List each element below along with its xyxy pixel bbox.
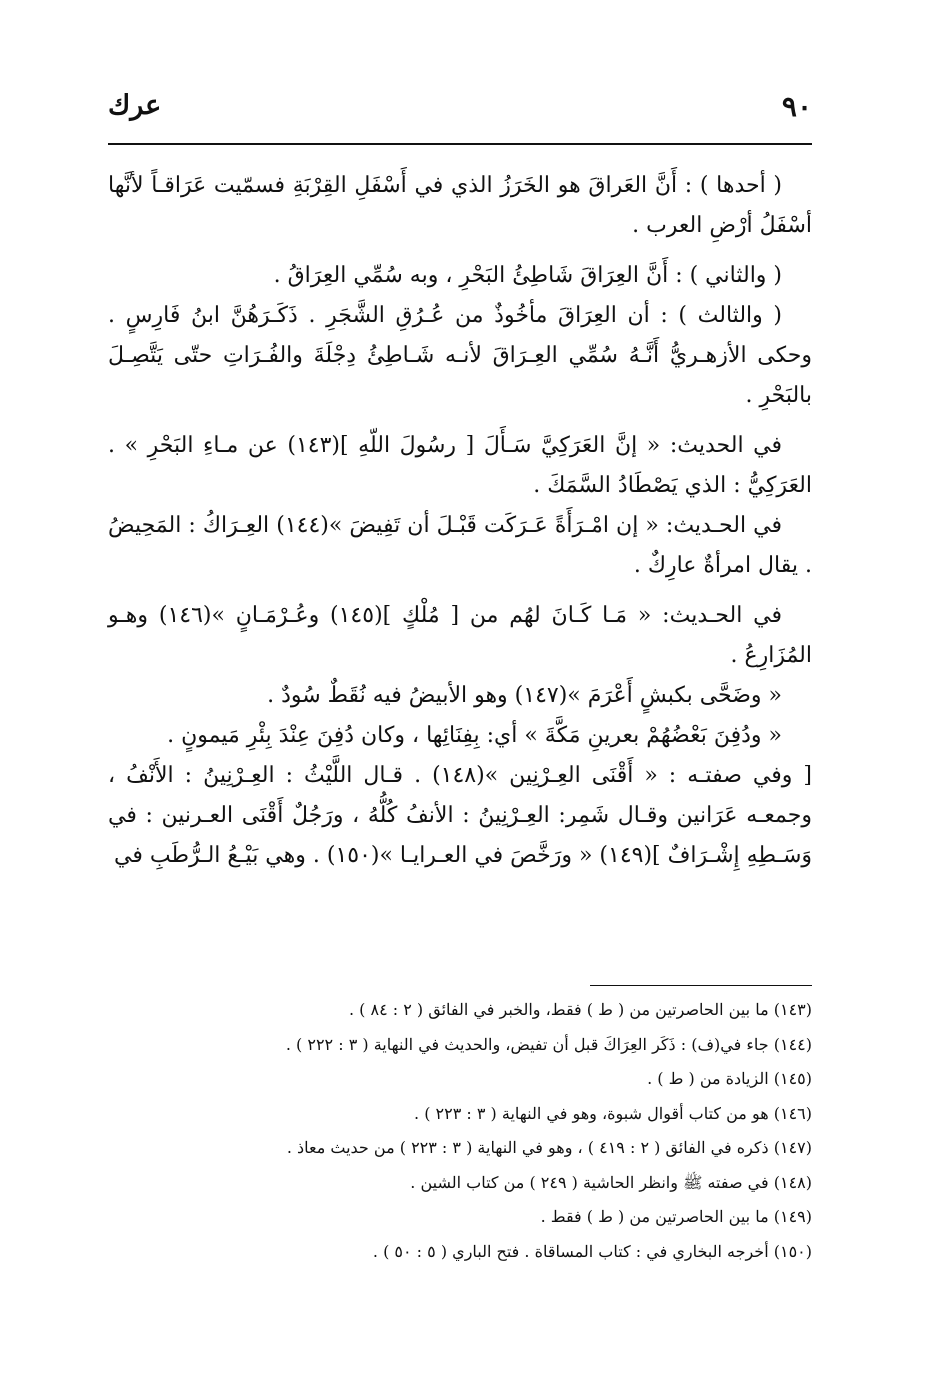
footnote: (١٤٦) هو من كتاب أقوال شبوة، وهو في النهاية ( ٣ : ٢٢٣ ) . xyxy=(414,1103,812,1123)
footnote: (١٥٠) أخرجه البخاري في : كتاب المساقاة . فتح الباري ( ٥ : ٥٠ ) . xyxy=(372,1241,812,1261)
footnote: (١٤٤) جاء في(ف) : ذَكَر العِرَاكَ قبل أن تفيض، والحديث في النهاية ( ٣ : ٢٢٢ ) . xyxy=(285,1034,812,1054)
paragraph: في الحـديث: « مَـا كَـانَ لهُم من [ مُلْكٍ ](١٤٥) وعُـرْمَـانٍ »(١٤٦) وهـو المُزَارِعُ . xyxy=(108,603,812,668)
footnotes xyxy=(108,993,812,1269)
paragraph: ( والثاني ) : أَنَّ العِرَاقَ شَاطِئُ البَحْرِ ، وبه سُمِّي العِرَاقُ . xyxy=(273,263,782,288)
header-rule xyxy=(108,143,812,145)
page-number: ٩٠ xyxy=(781,90,812,123)
paragraph: ( والثالث ) : أن العِرَاقَ مأخُوذٌ من عُـرُقِ الشَّجَرِ . ذَكَـرَهُنَّ ابنُ فَارِسٍ . وحكى الأزهـريُّ أَنَّـهُ سُمِّي العِـرَاقَ لأنـه شَـاطِئُ دِجْلَةَ والفُـرَاتِ حتّى يَتَّصِـلَ بالبَحْرِ . xyxy=(108,303,812,408)
paragraph: « وضَحَّى بكبشٍ أَعْرَمَ »(١٤٧) وهو الأبيضُ فيه نُقَطٌ سُودٌ . xyxy=(267,683,782,708)
paragraph: في الحـديث: « إن امْـرَأَةً عَـرَكَت قَبْـلَ أن تَفِيضَ »(١٤٤) العِـرَاكُ : المَحِيضُ . يقال امرأةٌ عارِكٌ . xyxy=(108,513,812,578)
paragraph: ( أحدها ) : أَنَّ العَراقَ هو الخَرَزُ الذي في أَسْفَلِ القِرْبَةِ فسمّيت عَرَاقـاً لأنَّها أسْفَلُ أرْضِ العرب . xyxy=(108,173,812,238)
footnote: (١٤٣) ما بين الحاصرتين من ( ط ) فقط، والخبر في الفائق ( ٢ : ٨٤ ) . xyxy=(348,1000,812,1019)
footnote: (١٤٥) الزيادة من ( ط ) . xyxy=(647,1069,812,1088)
page-header xyxy=(108,82,812,130)
main-text xyxy=(108,166,812,876)
footnote: (١٤٩) ما بين الحاصرتين من ( ط ) فقط . xyxy=(540,1207,812,1226)
footnote-separator xyxy=(590,985,812,986)
footnote: (١٤٨) في صفته ﷺ وانظر الحاشية ( ٢٤٩ ) من كتاب الشين . xyxy=(410,1172,812,1192)
paragraph: في الحديث: « إنَّ العَرَكِيَّ سَـأَلَ [ رسُولَ اللّهِ ](١٤٣) عن مـاءِ البَحْرِ » . العَرَكِيُّ : الذي يَصْطَادُ السَّمَكَ . xyxy=(108,433,812,498)
running-header-word: عرك xyxy=(108,90,162,121)
footnote: (١٤٧) ذكره في الفائق ( ٢ : ٤١٩ ) ، وهو في النهاية ( ٣ : ٢٢٣ ) من حديث معاذ . xyxy=(286,1138,812,1157)
paragraph: [ وفي صفتـه : « أَقْنَى العِـرْنِين »(١٤٨) . قـال اللَّيْثُ : العِـرْنِينُ : الأَنْفُ ، وجمعـه عَرَانين وقـال شَمِر: العِـرْنِينُ : الأنفُ كُلُّهُ ، ورَجُلٌ أَقْنَى العـرنين : في وَسَـطِهِ إِشْـرَافٌ ](١٤٩) « ورَخَّصَ في العـرايـا »(١٥٠) . وهي بَيْـعُ الـرُّطَبِ في xyxy=(108,763,812,868)
paragraph: « ودُفِنَ بَعْضُهُمْ بعرينِ مَكَّةَ » أي: بِفِنَائِها ، وكان دُفِنَ عِنْدَ بِئْرِ مَيمونٍ . xyxy=(167,723,782,748)
